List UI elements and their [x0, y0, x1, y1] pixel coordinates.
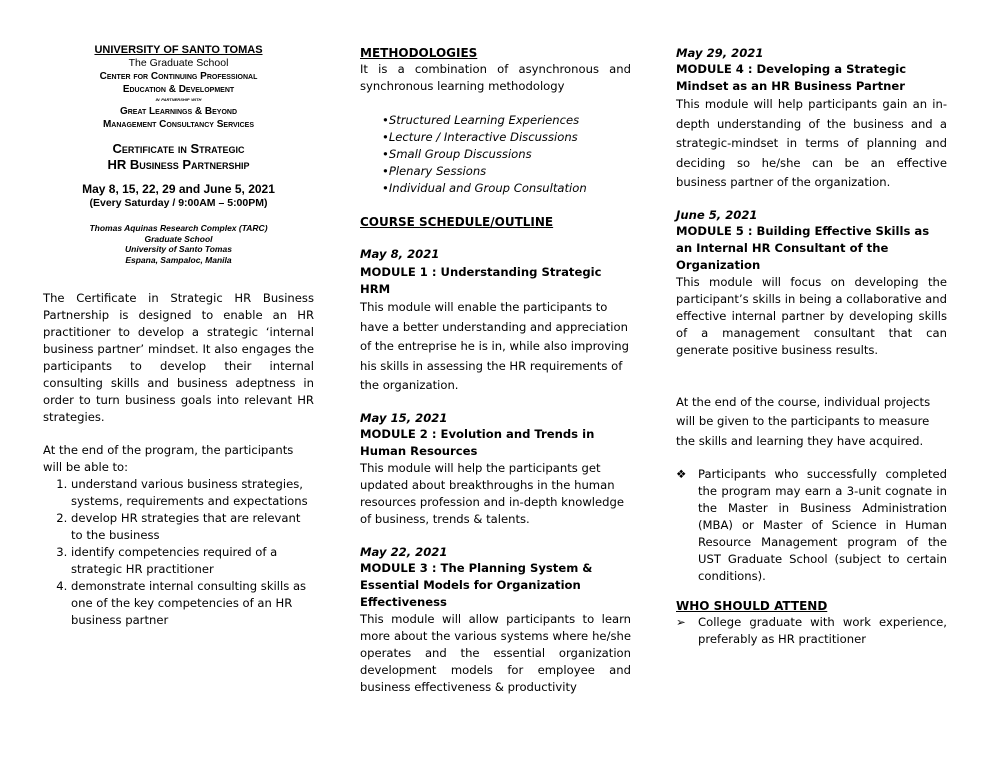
- certificate-title-line2: HR Business Partnership: [107, 157, 250, 172]
- partner-name-line1: Great Learnings & Beyond: [119, 106, 238, 117]
- outcomes-intro: At the end of the program, the participants will be able to:: [43, 443, 294, 474]
- center-name-line1: Center for Continuing Professional: [99, 71, 258, 82]
- list-item: •Lecture / Interactive Discussions: [382, 130, 578, 144]
- diamond-bullet-icon: ❖: [676, 467, 687, 481]
- methods-list: [382, 112, 631, 197]
- partnership-label: in partnership with: [155, 97, 202, 103]
- module-2-description: This module will help the participants get updated about breakthroughs in the human resources profession and in-depth knowledge of business, trends & talents.: [360, 460, 625, 526]
- list-item: •Small Group Discussions: [382, 147, 532, 161]
- projects-note: At the end of the course, individual projects will be given to the participants to measure the skills and learning they have acquired.: [676, 394, 931, 448]
- list-item: 1. understand various business strategies, systems, requirements and expectations: [71, 476, 314, 510]
- certificate-title-line1: Certificate in Strategic: [112, 141, 245, 156]
- venue-line3: University of Santo Tomas: [125, 244, 232, 254]
- column-methodologies: [360, 0, 631, 696]
- module-5-date: June 5, 2021: [676, 207, 758, 222]
- school-name: The Graduate School: [128, 57, 229, 69]
- column-intro: [43, 0, 314, 629]
- venue-line4: Espana, Sampaloc, Manila: [125, 254, 232, 265]
- list-item: 3. identify competencies required of a strategic HR practitioner: [71, 544, 314, 578]
- module-3-description: This module will allow participants to learn more about the various systems where he/she operates and the essential organization development models for employee and business effectiveness & productivity: [360, 611, 631, 694]
- list-item: •Structured Learning Experiences: [382, 113, 580, 127]
- list-item: •Plenary Sessions: [382, 164, 487, 178]
- module-5-description: This module will focus on developing the participant’s skills in being a collaborative and effective internal partner by developing skills of a management consultant that can generate positive business results.: [676, 274, 947, 357]
- module-1-title: MODULE 1 : Understanding Strategic HRM: [360, 265, 602, 296]
- module-2-date: May 15, 2021: [360, 410, 448, 425]
- cognate-text: Participants who successfully completed the program may earn a 3-unit cognate in the Master in Business Administration (MBA) or Master of Science in Human Resource Management program of the UST Graduate School (subject to certain conditions).: [698, 467, 947, 583]
- attend-text: College graduate with work experience, preferably as HR practitioner: [698, 615, 947, 646]
- university-name: UNIVERSITY OF SANTO TOMAS: [94, 44, 263, 56]
- module-4-description: This module will help participants gain an in-depth understanding of the business and a strategic-mindset in terms of planning and deciding so he/she can be an effective business partner of the organization.: [676, 97, 947, 189]
- methodologies-text: It is a combination of asynchronous and synchronous learning methodology: [360, 62, 631, 93]
- list-item: 4. demonstrate internal consulting skills as one of the key competencies of an HR business partner: [71, 578, 314, 629]
- arrow-bullet-icon: ➢: [676, 615, 686, 629]
- module-4-date: May 29, 2021: [676, 46, 764, 60]
- center-name-line2: Education & Development: [122, 84, 235, 95]
- module-3-date: May 22, 2021: [360, 544, 448, 559]
- cognate-note: [676, 466, 947, 585]
- module-1-description: This module will enable the participants to have a better understanding and appreciation of the entreprise he is in, while also improving his skills in assessing the HR requirements of the organization.: [360, 300, 630, 392]
- attend-note: [676, 614, 947, 648]
- column-modules-continued: [676, 0, 947, 648]
- program-schedule: (Every Saturday / 9:00AM – 5:00PM): [89, 197, 268, 209]
- methodologies-heading: METHODOLOGIES: [360, 46, 478, 60]
- course-schedule-heading: COURSE SCHEDULE/OUTLINE: [360, 215, 554, 229]
- who-should-attend-heading: WHO SHOULD ATTEND: [676, 599, 828, 613]
- module-2-title: MODULE 2 : Evolution and Trends in Human Resources: [360, 426, 595, 458]
- list-item: •Individual and Group Consultation: [382, 181, 587, 195]
- venue-line2: Graduate School: [144, 233, 213, 244]
- list-item: 2. develop HR strategies that are relevant to the business: [71, 510, 314, 544]
- module-3-title: MODULE 3 : The Planning System & Essential Models for Organization Effectiveness: [360, 560, 593, 609]
- module-1-date: May 8, 2021: [360, 247, 440, 261]
- brochure-header: [43, 44, 314, 265]
- partner-name-line2: Management Consultancy Services: [102, 119, 255, 130]
- program-dates: May 8, 15, 22, 29 and June 5, 2021: [82, 182, 275, 196]
- venue-line1: Thomas Aquinas Research Complex (TARC): [89, 223, 268, 233]
- outcomes-list: [43, 476, 314, 629]
- program-description: The Certificate in Strategic HR Business Partnership is designed to enable an HR practitioner to develop a strategic ‘internal business partner’ mindset. It also engages the participants to develop their internal consulting skills and business adeptness in order to turn business goals into relevant HR strategies.: [43, 291, 314, 424]
- module-5-title: MODULE 5 : Building Effective Skills as an Internal HR Consultant of the Organization: [676, 223, 930, 272]
- module-4-title: MODULE 4 : Developing a Strategic Mindset as an HR Business Partner: [676, 62, 907, 93]
